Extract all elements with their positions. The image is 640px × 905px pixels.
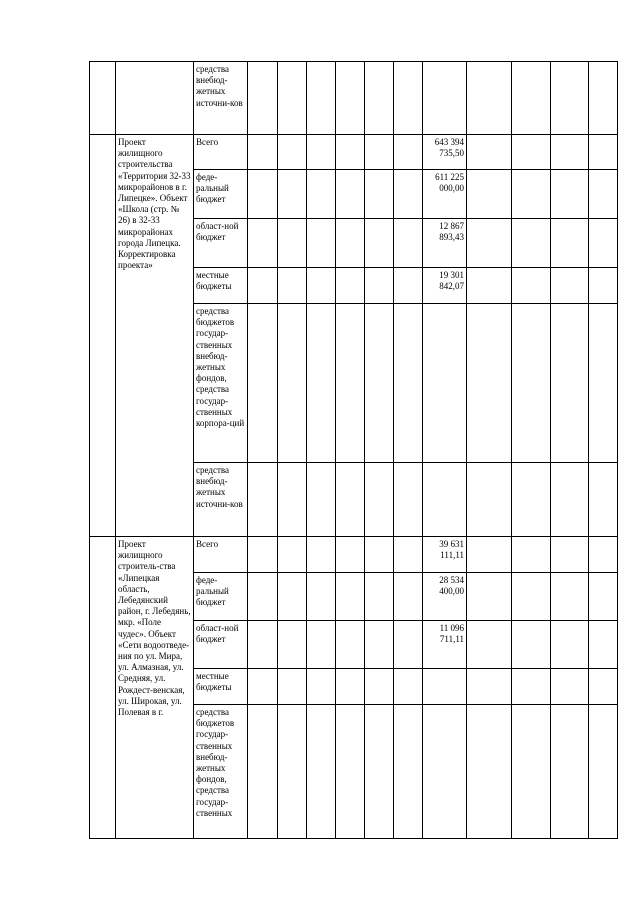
empty-cell <box>394 621 423 669</box>
empty-cell <box>551 304 589 463</box>
empty-cell <box>248 135 278 170</box>
total-amount-cell <box>423 304 467 463</box>
total-amount-cell: 611 225 000,00 <box>423 170 467 219</box>
empty-cell <box>394 219 423 268</box>
table-row <box>90 135 618 170</box>
empty-cell <box>307 463 336 537</box>
empty-cell <box>551 705 589 839</box>
empty-cell <box>365 669 394 705</box>
empty-cell <box>307 135 336 170</box>
empty-cell <box>278 705 307 839</box>
empty-cell <box>365 268 394 304</box>
empty-cell <box>307 621 336 669</box>
empty-cell <box>512 268 551 304</box>
empty-cell <box>394 705 423 839</box>
total-amount-cell: 19 301 842,07 <box>423 268 467 304</box>
empty-cell <box>551 573 589 621</box>
empty-cell <box>248 669 278 705</box>
total-amount-cell: 643 394 735,50 <box>423 135 467 170</box>
empty-cell <box>248 219 278 268</box>
empty-cell <box>512 219 551 268</box>
empty-cell <box>512 573 551 621</box>
empty-cell <box>365 219 394 268</box>
empty-cell <box>365 170 394 219</box>
empty-cell <box>551 219 589 268</box>
empty-cell <box>336 219 365 268</box>
table-row <box>90 62 618 135</box>
empty-cell <box>307 268 336 304</box>
empty-cell <box>248 62 278 135</box>
empty-cell <box>307 705 336 839</box>
project-name-cell: Проект жилищного строительства «Территория 32-33 микрорайонов в г. Липецке». Объект «Школа (стр. № 26) в 32-33 микрорайонах города Липецка. Корректировка проекта» <box>116 135 194 537</box>
funding-source-cell: област-ной бюджет <box>194 621 248 669</box>
empty-cell <box>365 573 394 621</box>
empty-cell <box>512 304 551 463</box>
empty-cell <box>336 62 365 135</box>
empty-cell <box>307 537 336 573</box>
empty-cell <box>512 537 551 573</box>
empty-cell <box>512 135 551 170</box>
funding-source-cell: местные бюджеты <box>194 669 248 705</box>
empty-cell <box>589 573 618 621</box>
total-amount-cell <box>423 463 467 537</box>
empty-cell <box>365 463 394 537</box>
empty-cell <box>394 62 423 135</box>
empty-cell <box>394 268 423 304</box>
empty-cell <box>248 573 278 621</box>
empty-cell <box>512 705 551 839</box>
empty-cell <box>336 705 365 839</box>
total-amount-cell: 28 534 400,00 <box>423 573 467 621</box>
empty-cell <box>467 62 512 135</box>
empty-cell <box>551 135 589 170</box>
empty-cell <box>336 304 365 463</box>
empty-cell <box>589 62 618 135</box>
funding-source-cell: средства бюджетов государ-ственных внебюд-жетных фондов, средства государ-ственных <box>194 705 248 839</box>
empty-cell <box>278 268 307 304</box>
total-amount-cell <box>423 669 467 705</box>
empty-cell <box>248 537 278 573</box>
empty-cell <box>512 170 551 219</box>
total-amount-cell: 12 867 893,43 <box>423 219 467 268</box>
empty-cell <box>365 537 394 573</box>
empty-cell <box>512 621 551 669</box>
empty-cell <box>467 170 512 219</box>
empty-cell <box>336 573 365 621</box>
empty-cell <box>589 463 618 537</box>
empty-cell <box>307 219 336 268</box>
funding-source-cell: средства внебюд-жетных источни-ков <box>194 62 248 135</box>
empty-cell <box>551 268 589 304</box>
empty-cell <box>365 304 394 463</box>
empty-cell <box>307 304 336 463</box>
empty-cell <box>551 170 589 219</box>
funding-source-cell: феде-ральный бюджет <box>194 170 248 219</box>
empty-cell <box>512 463 551 537</box>
funding-source-cell: област-ной бюджет <box>194 219 248 268</box>
empty-cell <box>551 669 589 705</box>
empty-cell <box>551 62 589 135</box>
empty-cell <box>248 705 278 839</box>
total-amount-cell: 39 631 111,11 <box>423 537 467 573</box>
funding-source-cell: Всего <box>194 537 248 573</box>
empty-cell <box>512 669 551 705</box>
empty-cell <box>467 621 512 669</box>
empty-cell <box>336 669 365 705</box>
empty-cell <box>589 669 618 705</box>
row-number-cell <box>90 135 116 537</box>
empty-cell <box>467 463 512 537</box>
empty-cell <box>278 669 307 705</box>
empty-cell <box>589 705 618 839</box>
empty-cell <box>278 463 307 537</box>
empty-cell <box>467 573 512 621</box>
empty-cell <box>307 62 336 135</box>
empty-cell <box>307 573 336 621</box>
empty-cell <box>394 170 423 219</box>
empty-cell <box>394 463 423 537</box>
row-number-cell <box>90 537 116 839</box>
project-name-cell: Проект жилищного строитель-ства «Липецкая область, Лебедянский район, г. Лебедянь, мкр. «Поле чудес». Объект «Сети водоотведе-ния по ул. Мира, ул. Алмазная, ул. Средняя, ул. Рождест-венская, ул. Широкая, ул. Полевая в г. <box>116 537 194 839</box>
empty-cell <box>336 170 365 219</box>
empty-cell <box>307 669 336 705</box>
empty-cell <box>589 621 618 669</box>
empty-cell <box>467 669 512 705</box>
empty-cell <box>394 669 423 705</box>
empty-cell <box>248 463 278 537</box>
table-row <box>90 537 618 573</box>
empty-cell <box>278 537 307 573</box>
empty-cell <box>467 219 512 268</box>
empty-cell <box>248 621 278 669</box>
empty-cell <box>589 219 618 268</box>
empty-cell <box>394 537 423 573</box>
empty-cell <box>278 304 307 463</box>
empty-cell <box>307 170 336 219</box>
empty-cell <box>365 621 394 669</box>
empty-cell <box>589 537 618 573</box>
empty-cell <box>589 304 618 463</box>
empty-cell <box>336 463 365 537</box>
empty-cell <box>278 135 307 170</box>
empty-cell <box>589 135 618 170</box>
empty-cell <box>336 621 365 669</box>
empty-cell <box>336 537 365 573</box>
empty-cell <box>394 304 423 463</box>
empty-cell <box>336 268 365 304</box>
empty-cell <box>365 705 394 839</box>
empty-cell <box>551 463 589 537</box>
empty-cell <box>512 62 551 135</box>
empty-cell <box>336 135 365 170</box>
empty-cell <box>589 170 618 219</box>
empty-cell <box>278 219 307 268</box>
project-name-cell <box>116 62 194 135</box>
empty-cell <box>467 135 512 170</box>
empty-cell <box>394 135 423 170</box>
empty-cell <box>365 135 394 170</box>
empty-cell <box>551 537 589 573</box>
empty-cell <box>248 170 278 219</box>
empty-cell <box>278 170 307 219</box>
empty-cell <box>467 304 512 463</box>
empty-cell <box>278 62 307 135</box>
funding-source-cell: средства бюджетов государ-ственных внебюд-жетных фондов, средства государ-ственных корпора-ций <box>194 304 248 463</box>
funding-source-cell: феде-ральный бюджет <box>194 573 248 621</box>
row-number-cell <box>90 62 116 135</box>
funding-source-cell: средства внебюд-жетных источни-ков <box>194 463 248 537</box>
funding-source-cell: местные бюджеты <box>194 268 248 304</box>
empty-cell <box>467 537 512 573</box>
total-amount-cell: 11 096 711,11 <box>423 621 467 669</box>
total-amount-cell <box>423 62 467 135</box>
empty-cell <box>278 621 307 669</box>
empty-cell <box>365 62 394 135</box>
budget-table <box>89 61 618 839</box>
empty-cell <box>278 573 307 621</box>
empty-cell <box>248 268 278 304</box>
funding-source-cell: Всего <box>194 135 248 170</box>
empty-cell <box>589 268 618 304</box>
empty-cell <box>551 621 589 669</box>
total-amount-cell <box>423 705 467 839</box>
empty-cell <box>467 268 512 304</box>
empty-cell <box>394 573 423 621</box>
empty-cell <box>248 304 278 463</box>
empty-cell <box>467 705 512 839</box>
